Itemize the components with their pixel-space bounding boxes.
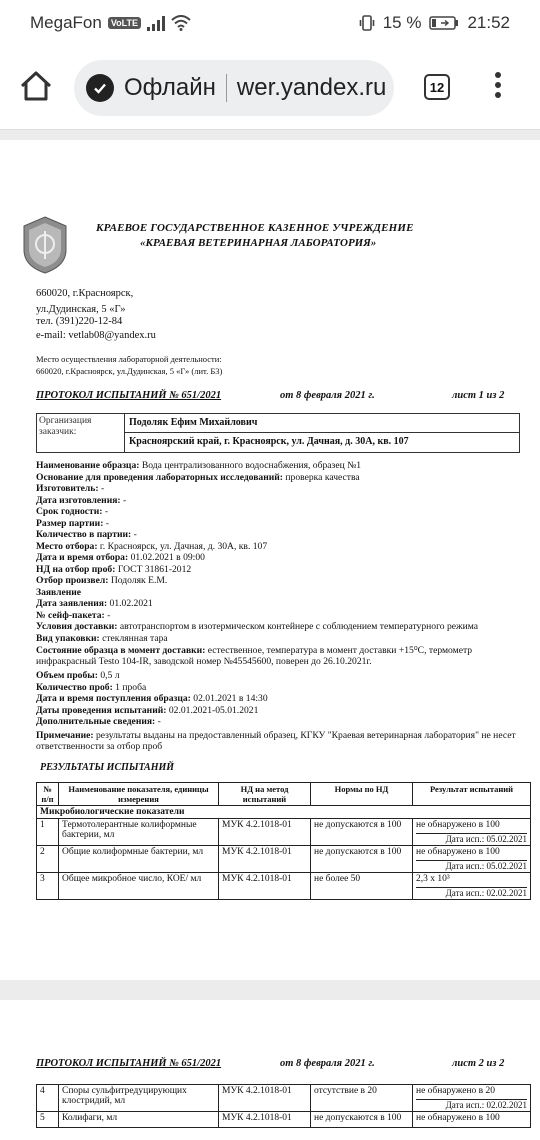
field-label: Срок годности:: [36, 506, 103, 517]
place-value: 660020, г.Красноярск, ул.Дудинская, 5 «Г» (лит. Б3): [36, 366, 223, 376]
field-label: Дата и время поступления образца:: [36, 693, 191, 704]
field-value: ГОСТ 31861-2012: [115, 563, 192, 575]
vibrate-icon: [359, 15, 375, 31]
protocol-header-2: [36, 1058, 516, 1072]
customer-label: Организация заказчик:: [37, 414, 125, 452]
place-label: Место осуществления лабораторной деятельности:: [36, 354, 222, 364]
address-bar[interactable]: [74, 60, 394, 116]
field-label: Изготовитель:: [36, 483, 99, 494]
field-value: -: [102, 506, 109, 517]
table-row: [37, 1085, 531, 1112]
volte-badge: VoLTE: [108, 17, 141, 29]
sample-field: [36, 682, 520, 693]
field-label: № сейф-пакета:: [36, 609, 105, 621]
sample-field: [36, 541, 520, 552]
field-label: Условия доставки:: [36, 621, 118, 632]
field-label: Дополнительные сведения:: [36, 716, 156, 727]
sample-field: [36, 518, 520, 529]
sample-field: [36, 472, 520, 483]
cell-method: МУК 4.2.1018-01: [219, 1112, 311, 1128]
field-value: Подоляк Е.М.: [108, 575, 168, 586]
field-label: Даты проведения испытаний:: [36, 704, 167, 716]
sample-field: [36, 483, 520, 494]
col-header: Нормы по НД: [311, 783, 413, 806]
sheet-number: лист 1 из 2: [452, 390, 505, 401]
cell-method: МУК 4.2.1018-01: [219, 873, 311, 900]
browser-toolbar: [0, 46, 540, 130]
field-value: -: [103, 517, 109, 529]
offline-check-icon: [86, 74, 114, 102]
field-value: автотранспортом в изотермическом контейнере с соблюдением температурного режима: [117, 621, 479, 632]
cell-n: 5: [37, 1112, 59, 1128]
result-date: Дата исп.: 05.02.2021: [416, 860, 527, 871]
field-label: Вид упаковки:: [36, 632, 100, 644]
sample-field: [36, 598, 520, 609]
field-label: Дата изготовления:: [36, 494, 121, 506]
field-label: Основание для проведения лабораторных исследований:: [36, 471, 283, 483]
field-label: Количество проб:: [36, 681, 113, 693]
result-date: Дата исп.: 02.02.2021: [416, 887, 527, 898]
divider: [125, 432, 519, 433]
table-row: [37, 1112, 531, 1128]
sample-field: [36, 575, 520, 586]
result-value: 2,3 х 10³: [416, 874, 450, 884]
sample-field: [36, 705, 520, 716]
cell-name: Общие колиформные бактерии, мл: [59, 846, 219, 873]
url-text: wer.yandex.ru: [236, 74, 387, 101]
cell-name: Споры сульфитредуцирующих клостридий, мл: [59, 1085, 219, 1112]
status-left: [30, 13, 191, 33]
protocol-number: ПРОТОКОЛ ИСПЫТАНИЙ № 651/2021: [36, 1058, 222, 1069]
customer-name: Подоляк Ефим Михайлович: [129, 417, 258, 428]
field-value: г. Красноярск, ул. Дачная, д. 30А, кв. 107: [97, 540, 268, 552]
clock: 21:52: [467, 13, 510, 32]
cell-name: Колифаги, мл: [59, 1112, 219, 1128]
battery-percent: 15 %: [382, 13, 422, 32]
sample-field: [36, 633, 520, 644]
field-value: 01.02.2021 в 09:00: [128, 552, 205, 563]
menu-icon[interactable]: [493, 72, 503, 102]
field-value: -: [104, 609, 111, 621]
field-label: Объем пробы:: [36, 670, 98, 681]
field-label: Дата заявления:: [36, 598, 108, 609]
customer-box: [36, 413, 520, 453]
cell-result: [413, 819, 531, 846]
field-value: проверка качества: [283, 471, 360, 483]
tabs-button[interactable]: 12: [424, 74, 450, 100]
result-value: не обнаружено в 100: [416, 820, 500, 830]
cell-result: [413, 1112, 531, 1128]
sample-field: [36, 693, 520, 704]
home-icon[interactable]: [18, 68, 54, 104]
group-name: Микробиологические показатели: [37, 806, 531, 819]
sample-field: [36, 670, 520, 681]
field-label: Наименование образца:: [36, 460, 140, 471]
cell-method: МУК 4.2.1018-01: [219, 819, 311, 846]
table-header-row: [37, 783, 531, 806]
field-value: стеклянная тара: [99, 632, 168, 644]
cell-result: [413, 846, 531, 873]
field-label: НД на отбор проб:: [36, 563, 116, 575]
cell-n: 1: [37, 819, 59, 846]
results-table-2: [36, 1084, 531, 1128]
field-label: Место отбора:: [36, 540, 98, 552]
field-value: 02.01.2021 в 14:30: [190, 693, 268, 704]
phone-line: тел. (391)220-12-84: [36, 316, 123, 327]
field-value: -: [155, 716, 161, 727]
result-date: Дата исп.: 05.02.2021: [416, 833, 527, 844]
col-header: Результат испытаний: [413, 783, 531, 806]
field-label: Дата и время отбора:: [36, 552, 129, 563]
field-value: 1 проба: [112, 681, 147, 693]
cell-result: [413, 1085, 531, 1112]
cell-norm: не допускаются в 100: [311, 819, 413, 846]
sample-field: [36, 552, 520, 563]
protocol-date: от 8 февраля 2021 г.: [280, 1058, 375, 1069]
sample-state: Состояние образца в момент доставки: естественное, температура в момент доставки +15⁰C, термометр инфракрасный Testo 104-IR, заводской номер №45545600, поверен до 26.10.2021г.: [36, 645, 473, 667]
result-value: не обнаружено в 100: [416, 1113, 500, 1123]
sample-field: [36, 564, 520, 575]
sample-field: [36, 621, 520, 632]
protocol-number: ПРОТОКОЛ ИСПЫТАНИЙ № 651/2021: [36, 390, 222, 401]
document-page-2: [0, 1000, 540, 1140]
field-label: Размер партии:: [36, 517, 104, 529]
result-date: Дата исп.: 02.02.2021: [416, 1099, 527, 1110]
cell-norm: не допускаются в 100: [311, 1112, 413, 1128]
field-label: Отбор произвел:: [36, 575, 109, 586]
field-value: 01.02.2021: [107, 598, 153, 609]
results-table: [36, 782, 531, 900]
sample-field: [36, 716, 520, 727]
protocol-date: от 8 февраля 2021 г.: [280, 390, 375, 401]
field-value: 0,5 л: [97, 670, 120, 681]
document-page-1: [0, 140, 540, 980]
cell-n: 3: [37, 873, 59, 900]
col-header: НД на метод испытаний: [219, 783, 311, 806]
note-field: Примечание: результаты выданы на предоставленный образец, КГКУ "Краевая ветеринарная лаборатория" не несет ответственности за отбор проб: [36, 730, 516, 752]
address-separator: [226, 74, 227, 102]
lab-emblem-icon: [22, 216, 68, 274]
table-row: [37, 819, 531, 846]
field-value: -: [120, 494, 127, 506]
table-row: [37, 873, 531, 900]
cell-norm: не допускаются в 100: [311, 846, 413, 873]
sample-field: [36, 495, 520, 506]
customer-address: Красноярский край, г. Красноярск, ул. Дачная, д. 30А, кв. 107: [129, 436, 409, 447]
status-bar: [0, 0, 540, 46]
col-header: № п/п: [37, 783, 59, 806]
field-value: -: [131, 529, 137, 540]
group-row: [37, 806, 531, 819]
sample-field: [36, 529, 520, 540]
result-value: не обнаружено в 20: [416, 1086, 496, 1096]
sample-field: [36, 587, 520, 598]
address-line: 660020, г.Красноярск,: [36, 288, 134, 299]
cell-result: [413, 873, 531, 900]
org-name-line2: «КРАЕВАЯ ВЕТЕРИНАРНАЯ ЛАБОРАТОРИЯ»: [140, 237, 377, 249]
field-label: Заявление: [36, 586, 82, 598]
org-name-line1: КРАЕВОЕ ГОСУДАРСТВЕННОЕ КАЗЕННОЕ УЧРЕЖДЕНИЕ: [96, 222, 414, 234]
results-title: РЕЗУЛЬТАТЫ ИСПЫТАНИЙ: [40, 762, 175, 773]
cell-name: Общее микробное число, КОЕ/ мл: [59, 873, 219, 900]
field-value: Вода централизованного водоснабжения, образец №1: [139, 460, 362, 471]
result-value: не обнаружено в 100: [416, 847, 500, 857]
cell-norm: не более 50: [311, 873, 413, 900]
email-line: e-mail: vetlab08@yandex.ru: [36, 330, 156, 341]
col-header: Наименование показателя, единицы измерения: [59, 783, 219, 806]
sample-field: [36, 460, 520, 471]
protocol-header: [36, 390, 516, 404]
table-row: [37, 846, 531, 873]
battery-icon: [429, 16, 459, 30]
sample-field: [36, 506, 520, 517]
field-value: -: [98, 483, 105, 494]
address-line: ул.Дудинская, 5 «Г»: [36, 304, 126, 315]
cell-n: 2: [37, 846, 59, 873]
cell-method: МУК 4.2.1018-01: [219, 1085, 311, 1112]
carrier-name: MegaFon: [30, 13, 102, 32]
cell-n: 4: [37, 1085, 59, 1112]
field-label: Количество в партии:: [36, 529, 132, 540]
cell-name: Термотолерантные колиформные бактерии, мл: [59, 819, 219, 846]
field-value: 02.01.2021-05.01.2021: [166, 704, 259, 716]
status-right: [359, 13, 510, 33]
cell-norm: отсутствие в 20: [311, 1085, 413, 1112]
wifi-icon: [171, 15, 191, 31]
sample-field: [36, 610, 520, 621]
sheet-number: лист 2 из 2: [452, 1058, 505, 1069]
cell-method: МУК 4.2.1018-01: [219, 846, 311, 873]
signal-icon: [147, 15, 165, 31]
offline-label: Офлайн: [124, 74, 216, 101]
